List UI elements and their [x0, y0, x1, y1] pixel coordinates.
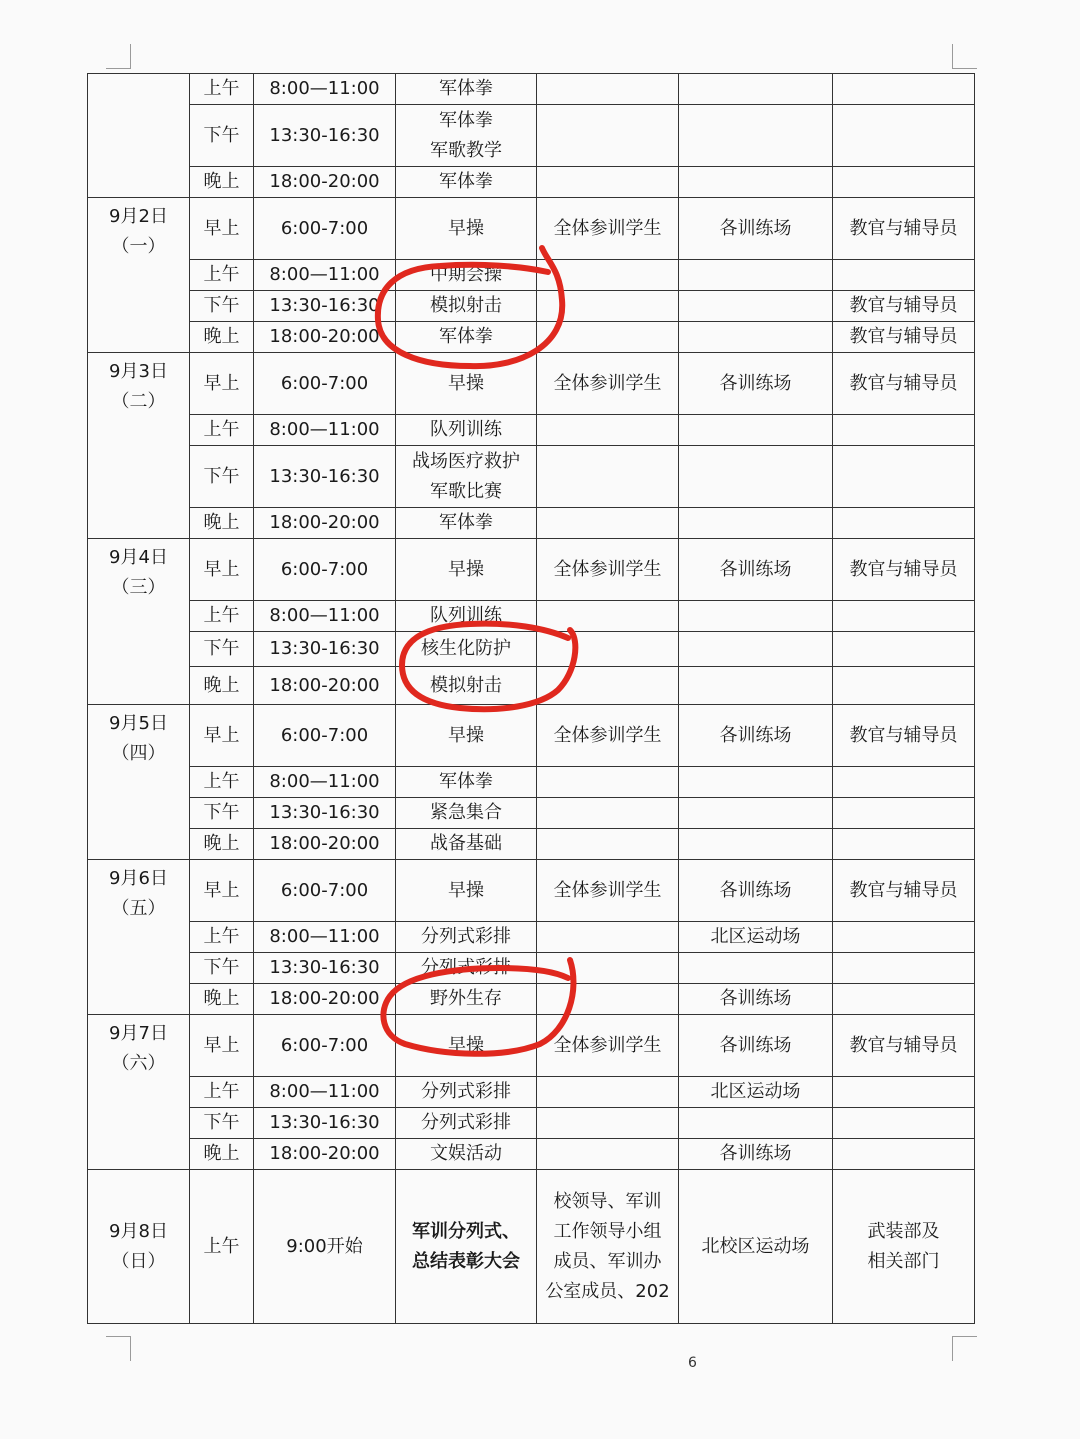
- activity-cell: 军体拳: [396, 508, 537, 539]
- period-cell: 下午: [190, 1108, 254, 1139]
- participants-cell: [537, 1077, 679, 1108]
- staff-cell: [833, 953, 975, 984]
- activity-cell: 早操: [396, 860, 537, 922]
- location-cell: 各训练场: [679, 198, 833, 260]
- activity-cell: 中期会操: [396, 260, 537, 291]
- location-cell: [679, 260, 833, 291]
- staff-cell: [833, 415, 975, 446]
- activity-cell: 队列训练: [396, 415, 537, 446]
- staff-cell: [833, 446, 975, 508]
- date-cell: 9月4日 （三）: [88, 539, 190, 705]
- period-cell: 晚上: [190, 1139, 254, 1170]
- period-cell: 上午: [190, 260, 254, 291]
- location-cell: [679, 167, 833, 198]
- staff-cell: [833, 922, 975, 953]
- participants-cell: [537, 74, 679, 105]
- time-cell: 9:00开始: [254, 1170, 396, 1324]
- participants-cell: [537, 446, 679, 508]
- schedule-row: [88, 167, 975, 198]
- period-cell: 上午: [190, 767, 254, 798]
- participants-cell: 全体参训学生: [537, 198, 679, 260]
- time-cell: 13:30-16:30: [254, 632, 396, 667]
- activity-cell: 军体拳: [396, 74, 537, 105]
- location-cell: 北区运动场: [679, 922, 833, 953]
- activity-cell: 队列训练: [396, 601, 537, 632]
- location-cell: [679, 632, 833, 667]
- schedule-row: [88, 798, 975, 829]
- period-cell: 早上: [190, 860, 254, 922]
- schedule-row: [88, 601, 975, 632]
- schedule-row: [88, 984, 975, 1015]
- crop-mark-top-right: [952, 44, 977, 69]
- time-cell: 8:00—11:00: [254, 767, 396, 798]
- schedule-row: [88, 1170, 975, 1324]
- time-cell: 6:00-7:00: [254, 860, 396, 922]
- schedule-row: [88, 322, 975, 353]
- schedule-row: [88, 260, 975, 291]
- participants-cell: [537, 415, 679, 446]
- location-cell: [679, 415, 833, 446]
- time-cell: 13:30-16:30: [254, 105, 396, 167]
- period-cell: 上午: [190, 601, 254, 632]
- staff-cell: [833, 260, 975, 291]
- staff-cell: [833, 632, 975, 667]
- participants-cell: [537, 167, 679, 198]
- staff-cell: [833, 74, 975, 105]
- staff-cell: 教官与辅导员: [833, 539, 975, 601]
- date-cell: 9月8日 （日）: [88, 1170, 190, 1324]
- location-cell: 各训练场: [679, 539, 833, 601]
- location-cell: 各训练场: [679, 1139, 833, 1170]
- time-cell: 8:00—11:00: [254, 601, 396, 632]
- schedule-row: [88, 353, 975, 415]
- activity-cell: 军体拳: [396, 167, 537, 198]
- time-cell: 6:00-7:00: [254, 353, 396, 415]
- participants-cell: [537, 984, 679, 1015]
- schedule-row: [88, 1108, 975, 1139]
- period-cell: 下午: [190, 632, 254, 667]
- time-cell: 8:00—11:00: [254, 260, 396, 291]
- period-cell: 上午: [190, 922, 254, 953]
- participants-cell: [537, 798, 679, 829]
- staff-cell: 教官与辅导员: [833, 291, 975, 322]
- location-cell: [679, 508, 833, 539]
- time-cell: 6:00-7:00: [254, 539, 396, 601]
- staff-cell: [833, 798, 975, 829]
- participants-cell: [537, 829, 679, 860]
- period-cell: 早上: [190, 539, 254, 601]
- crop-mark-bottom-right: [952, 1336, 977, 1361]
- activity-cell: 军体拳: [396, 767, 537, 798]
- staff-cell: 教官与辅导员: [833, 353, 975, 415]
- crop-mark-top-left: [106, 44, 131, 69]
- activity-cell: 早操: [396, 1015, 537, 1077]
- date-cell: 9月7日 （六）: [88, 1015, 190, 1170]
- schedule-row: [88, 860, 975, 922]
- participants-cell: [537, 105, 679, 167]
- schedule-row: [88, 953, 975, 984]
- schedule-row: [88, 667, 975, 705]
- location-cell: 北区运动场: [679, 1077, 833, 1108]
- time-cell: 18:00-20:00: [254, 167, 396, 198]
- activity-cell: 战备基础: [396, 829, 537, 860]
- activity-cell: 分列式彩排: [396, 922, 537, 953]
- staff-cell: [833, 601, 975, 632]
- staff-cell: [833, 984, 975, 1015]
- schedule-row: [88, 198, 975, 260]
- activity-cell: 军训分列式、 总结表彰大会: [396, 1170, 537, 1324]
- period-cell: 晚上: [190, 829, 254, 860]
- activity-cell: 紧急集合: [396, 798, 537, 829]
- staff-cell: 教官与辅导员: [833, 705, 975, 767]
- participants-cell: 全体参训学生: [537, 539, 679, 601]
- location-cell: [679, 667, 833, 705]
- time-cell: 13:30-16:30: [254, 1108, 396, 1139]
- location-cell: 北校区运动场: [679, 1170, 833, 1324]
- participants-cell: 全体参训学生: [537, 1015, 679, 1077]
- activity-cell: 战场医疗救护 军歌比赛: [396, 446, 537, 508]
- staff-cell: [833, 667, 975, 705]
- staff-cell: 教官与辅导员: [833, 198, 975, 260]
- time-cell: 6:00-7:00: [254, 705, 396, 767]
- schedule-row: [88, 705, 975, 767]
- activity-cell: 军体拳: [396, 322, 537, 353]
- location-cell: [679, 322, 833, 353]
- time-cell: 13:30-16:30: [254, 798, 396, 829]
- schedule-row: [88, 291, 975, 322]
- activity-cell: 分列式彩排: [396, 1108, 537, 1139]
- schedule-row: [88, 539, 975, 601]
- activity-cell: 核生化防护: [396, 632, 537, 667]
- staff-cell: [833, 167, 975, 198]
- activity-cell: 早操: [396, 705, 537, 767]
- period-cell: 早上: [190, 353, 254, 415]
- activity-cell: 军体拳 军歌教学: [396, 105, 537, 167]
- activity-cell: 野外生存: [396, 984, 537, 1015]
- location-cell: 各训练场: [679, 860, 833, 922]
- schedule-row: [88, 767, 975, 798]
- period-cell: 早上: [190, 198, 254, 260]
- schedule-row: [88, 74, 975, 105]
- period-cell: 上午: [190, 1077, 254, 1108]
- participants-cell: 校领导、军训 工作领导小组 成员、军训办 公室成员、202: [537, 1170, 679, 1324]
- activity-cell: 分列式彩排: [396, 953, 537, 984]
- period-cell: 晚上: [190, 984, 254, 1015]
- schedule-row: [88, 446, 975, 508]
- period-cell: 晚上: [190, 322, 254, 353]
- staff-cell: [833, 508, 975, 539]
- schedule-row: [88, 1139, 975, 1170]
- date-cell: [88, 74, 190, 198]
- time-cell: 18:00-20:00: [254, 667, 396, 705]
- period-cell: 晚上: [190, 508, 254, 539]
- period-cell: 下午: [190, 798, 254, 829]
- period-cell: 上午: [190, 415, 254, 446]
- schedule-row: [88, 829, 975, 860]
- staff-cell: 武装部及 相关部门: [833, 1170, 975, 1324]
- date-cell: 9月5日 （四）: [88, 705, 190, 860]
- activity-cell: 早操: [396, 353, 537, 415]
- participants-cell: [537, 601, 679, 632]
- activity-cell: 早操: [396, 198, 537, 260]
- time-cell: 8:00—11:00: [254, 415, 396, 446]
- participants-cell: [537, 667, 679, 705]
- participants-cell: 全体参训学生: [537, 353, 679, 415]
- staff-cell: [833, 1077, 975, 1108]
- date-cell: 9月2日 （一）: [88, 198, 190, 353]
- location-cell: [679, 829, 833, 860]
- participants-cell: [537, 1108, 679, 1139]
- staff-cell: [833, 105, 975, 167]
- time-cell: 18:00-20:00: [254, 322, 396, 353]
- participants-cell: 全体参训学生: [537, 860, 679, 922]
- activity-cell: 模拟射击: [396, 667, 537, 705]
- period-cell: 早上: [190, 1015, 254, 1077]
- activity-cell: 早操: [396, 539, 537, 601]
- location-cell: 各训练场: [679, 705, 833, 767]
- location-cell: 各训练场: [679, 984, 833, 1015]
- location-cell: [679, 105, 833, 167]
- location-cell: [679, 953, 833, 984]
- staff-cell: 教官与辅导员: [833, 322, 975, 353]
- schedule-row: [88, 105, 975, 167]
- schedule-row: [88, 1077, 975, 1108]
- participants-cell: [537, 632, 679, 667]
- participants-cell: [537, 953, 679, 984]
- location-cell: [679, 291, 833, 322]
- training-schedule-table: [87, 73, 975, 1324]
- period-cell: 下午: [190, 446, 254, 508]
- activity-cell: 分列式彩排: [396, 1077, 537, 1108]
- period-cell: 上午: [190, 74, 254, 105]
- location-cell: 各训练场: [679, 1015, 833, 1077]
- staff-cell: [833, 767, 975, 798]
- schedule-row: [88, 415, 975, 446]
- time-cell: 6:00-7:00: [254, 1015, 396, 1077]
- participants-cell: [537, 922, 679, 953]
- period-cell: 上午: [190, 1170, 254, 1324]
- date-cell: 9月6日 （五）: [88, 860, 190, 1015]
- participants-cell: [537, 291, 679, 322]
- crop-mark-bottom-left: [106, 1336, 131, 1361]
- page-number: 6: [688, 1355, 697, 1371]
- period-cell: 晚上: [190, 667, 254, 705]
- staff-cell: [833, 1139, 975, 1170]
- time-cell: 18:00-20:00: [254, 508, 396, 539]
- staff-cell: [833, 829, 975, 860]
- period-cell: 下午: [190, 953, 254, 984]
- period-cell: 下午: [190, 291, 254, 322]
- schedule-row: [88, 922, 975, 953]
- location-cell: [679, 1108, 833, 1139]
- staff-cell: 教官与辅导员: [833, 860, 975, 922]
- time-cell: 8:00—11:00: [254, 1077, 396, 1108]
- date-cell: 9月3日 （二）: [88, 353, 190, 539]
- activity-cell: 模拟射击: [396, 291, 537, 322]
- location-cell: [679, 446, 833, 508]
- activity-cell: 文娱活动: [396, 1139, 537, 1170]
- participants-cell: [537, 322, 679, 353]
- schedule-row: [88, 508, 975, 539]
- schedule-row: [88, 1015, 975, 1077]
- participants-cell: 全体参训学生: [537, 705, 679, 767]
- time-cell: 18:00-20:00: [254, 829, 396, 860]
- time-cell: 8:00—11:00: [254, 74, 396, 105]
- participants-cell: [537, 1139, 679, 1170]
- location-cell: [679, 767, 833, 798]
- staff-cell: 教官与辅导员: [833, 1015, 975, 1077]
- period-cell: 早上: [190, 705, 254, 767]
- time-cell: 6:00-7:00: [254, 198, 396, 260]
- location-cell: [679, 798, 833, 829]
- time-cell: 13:30-16:30: [254, 953, 396, 984]
- period-cell: 晚上: [190, 167, 254, 198]
- participants-cell: [537, 508, 679, 539]
- period-cell: 下午: [190, 105, 254, 167]
- participants-cell: [537, 260, 679, 291]
- time-cell: 18:00-20:00: [254, 984, 396, 1015]
- location-cell: [679, 601, 833, 632]
- time-cell: 13:30-16:30: [254, 291, 396, 322]
- participants-cell: [537, 767, 679, 798]
- location-cell: 各训练场: [679, 353, 833, 415]
- staff-cell: [833, 1108, 975, 1139]
- schedule-row: [88, 632, 975, 667]
- time-cell: 13:30-16:30: [254, 446, 396, 508]
- time-cell: 8:00—11:00: [254, 922, 396, 953]
- time-cell: 18:00-20:00: [254, 1139, 396, 1170]
- location-cell: [679, 74, 833, 105]
